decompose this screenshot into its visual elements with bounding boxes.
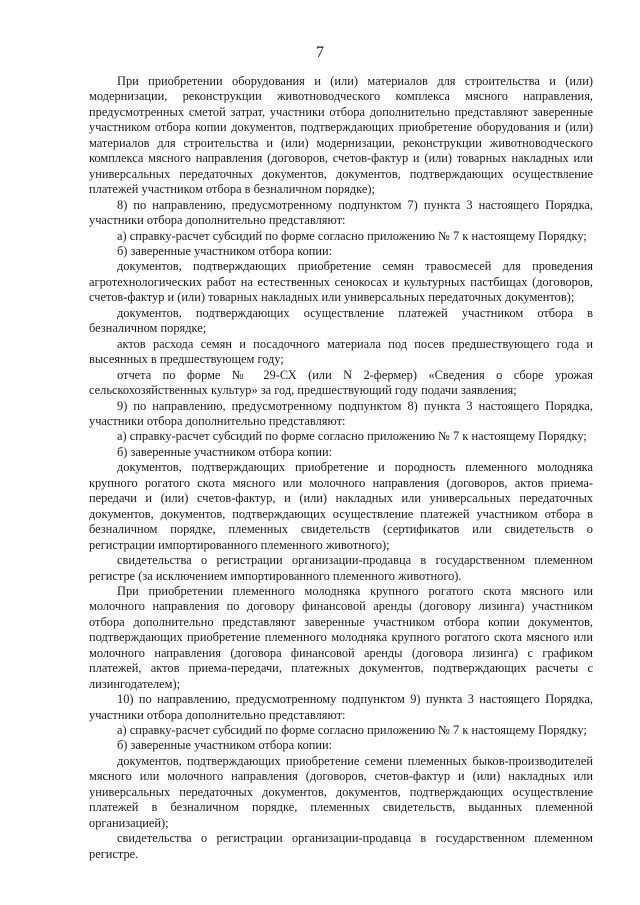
- paragraph: документов, подтверждающих осуществление платежей участником отбора в безналичном порядке;: [89, 305, 593, 336]
- paragraph: документов, подтверждающих приобретение и породность племенного молодняка крупного рогатого скота мясного или молочного направления (договоров, актов приема-передачи и (или) счетов-фактур, и (или) накладных или универсальных передаточных документов, документов, подтверждающих осуществление платежей участником отбора в безналичном порядке, племенных свидетельств (сертификатов или свидетельств о регистрации импортированного племенного животного);: [89, 460, 593, 552]
- paragraph: актов расхода семян и посадочного материала под посев предшествующего года и высеянных в предшествующем году;: [89, 336, 593, 367]
- paragraph: б) заверенные участником отбора копии:: [117, 738, 333, 753]
- paragraph: а) справку-расчет субсидий по форме согласно приложению № 7 к настоящему Порядку;: [117, 228, 587, 243]
- document-body: [89, 74, 593, 862]
- paragraph: б) заверенные участником отбора копии:: [117, 243, 333, 258]
- paragraph: свидетельства о регистрации организации-продавца в государственном племенном регистре (за исключением импортированного племенного животного).: [89, 553, 593, 583]
- paragraph: отчета по форме № 29-СХ (или N 2-фермер) «Сведения о сборе урожая сельскохозяйственных культур» за год, предшествующий году подачи заявления;: [89, 367, 593, 398]
- paragraph: свидетельства о регистрации организации-продавца в государственном племенном регистре.: [89, 831, 593, 861]
- paragraph: При приобретении оборудования и (или) материалов для строительства и (или) модернизации, реконструкции животноводческого комплекса мясного направления, предусмотренных сметой затрат, участники отбора дополнительно представляют заверенные участником отбора копии документов, подтверждающих приобретение оборудования и (или) материалов для строительства и (или) модернизации, реконструкции животноводческого комплекса мясного направления (договоров, счетов-фактур и (или) товарных накладных или универсальных передаточных документов, документов, подтверждающих осуществление платежей участником отбора в безналичном порядке);: [89, 74, 593, 197]
- paragraph: а) справку-расчет субсидий по форме согласно приложению № 7 к настоящему Порядку;: [117, 723, 587, 738]
- paragraph: б) заверенные участником отбора копии:: [117, 444, 333, 459]
- paragraph: документов, подтверждающих приобретение семян травосмесей для проведения агротехнологических работ на естественных сенокосах и культурных пастбищах (договоров, счетов-фактур и (или) товарных накладных или универсальных передаточных документов);: [89, 259, 593, 305]
- paragraph: документов, подтверждающих приобретение семени племенных быков-производителей мясного или молочного направления (договоров, счетов-фактур и (или) накладных или универсальных передаточных документов, документов, подтверждающих осуществление платежей в безналичном порядке, племенных свидетельств, выданных племенной организацией);: [89, 753, 593, 830]
- paragraph: 8) по направлению, предусмотренному подпунктом 7) пункта 3 настоящего Порядка, участники отбора дополнительно представляют:: [89, 197, 593, 228]
- page-number: 7: [316, 44, 324, 61]
- paragraph: а) справку-расчет субсидий по форме согласно приложению № 7 к настоящему Порядку;: [117, 429, 587, 444]
- paragraph: 10) по направлению, предусмотренному подпунктом 9) пункта 3 настоящего Порядка, участники отбора дополнительно представляют:: [89, 692, 593, 722]
- paragraph: При приобретении племенного молодняка крупного рогатого скота мясного или молочного направления по договору финансовой аренды (договору лизинга) участником отбора дополнительно представляют заверенные участником отбора копии документов, подтверждающих приобретение племенного молодняка крупного рогатого скота мясного или молочного направления (договора финансовой аренды (договора лизинга) с графиком платежей, актов приема-передачи, платежных документов, подтверждающих расчеты с лизингодателем);: [89, 583, 593, 691]
- paragraph: 9) по направлению, предусмотренному подпунктом 8) пункта 3 настоящего Порядка, участники отбора дополнительно представляют:: [89, 398, 593, 428]
